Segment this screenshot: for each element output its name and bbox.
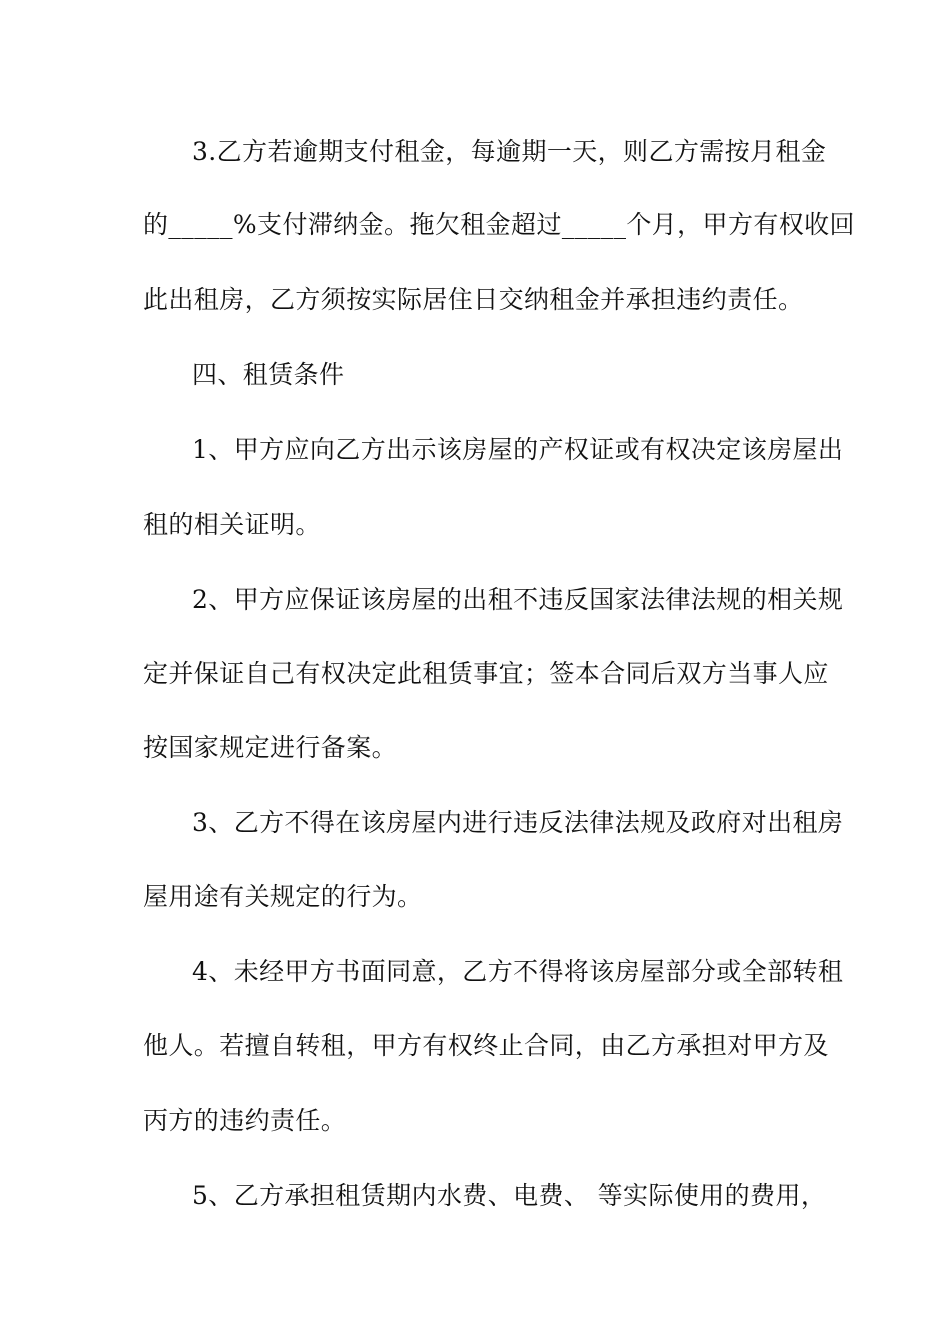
text-line: 1、甲方应向乙方出示该房屋的产权证或有权决定该房屋出	[192, 435, 844, 464]
text-line: 2、甲方应保证该房屋的出租不违反国家法律法规的相关规	[192, 585, 844, 614]
text-line: 4、未经甲方书面同意，乙方不得将该房屋部分或全部转租	[192, 957, 844, 986]
text-line: 3、乙方不得在该房屋内进行违反法律法规及政府对出租房	[192, 808, 844, 837]
text-line: 的_____%支付滞纳金。拖欠租金超过_____个月，甲方有权收回	[143, 210, 855, 239]
text-line: 3.乙方若逾期支付租金，每逾期一天，则乙方需按月租金	[192, 137, 827, 166]
text-line: 定并保证自己有权决定此租赁事宜；签本合同后双方当事人应	[143, 659, 829, 688]
text-line: 丙方的违约责任。	[143, 1106, 347, 1135]
text-line: 租的相关证明。	[143, 510, 321, 539]
text-line: 5、乙方承担租赁期内水费、电费、 等实际使用的费用，	[192, 1181, 827, 1210]
text-line: 此出租房，乙方须按实际居住日交纳租金并承担违约责任。	[143, 285, 804, 314]
section-heading: 四、租赁条件	[192, 360, 345, 389]
text-line: 按国家规定进行备案。	[143, 733, 398, 762]
text-line: 屋用途有关规定的行为。	[143, 882, 423, 911]
text-line: 他人。若擅自转租，甲方有权终止合同，由乙方承担对甲方及	[143, 1031, 829, 1060]
